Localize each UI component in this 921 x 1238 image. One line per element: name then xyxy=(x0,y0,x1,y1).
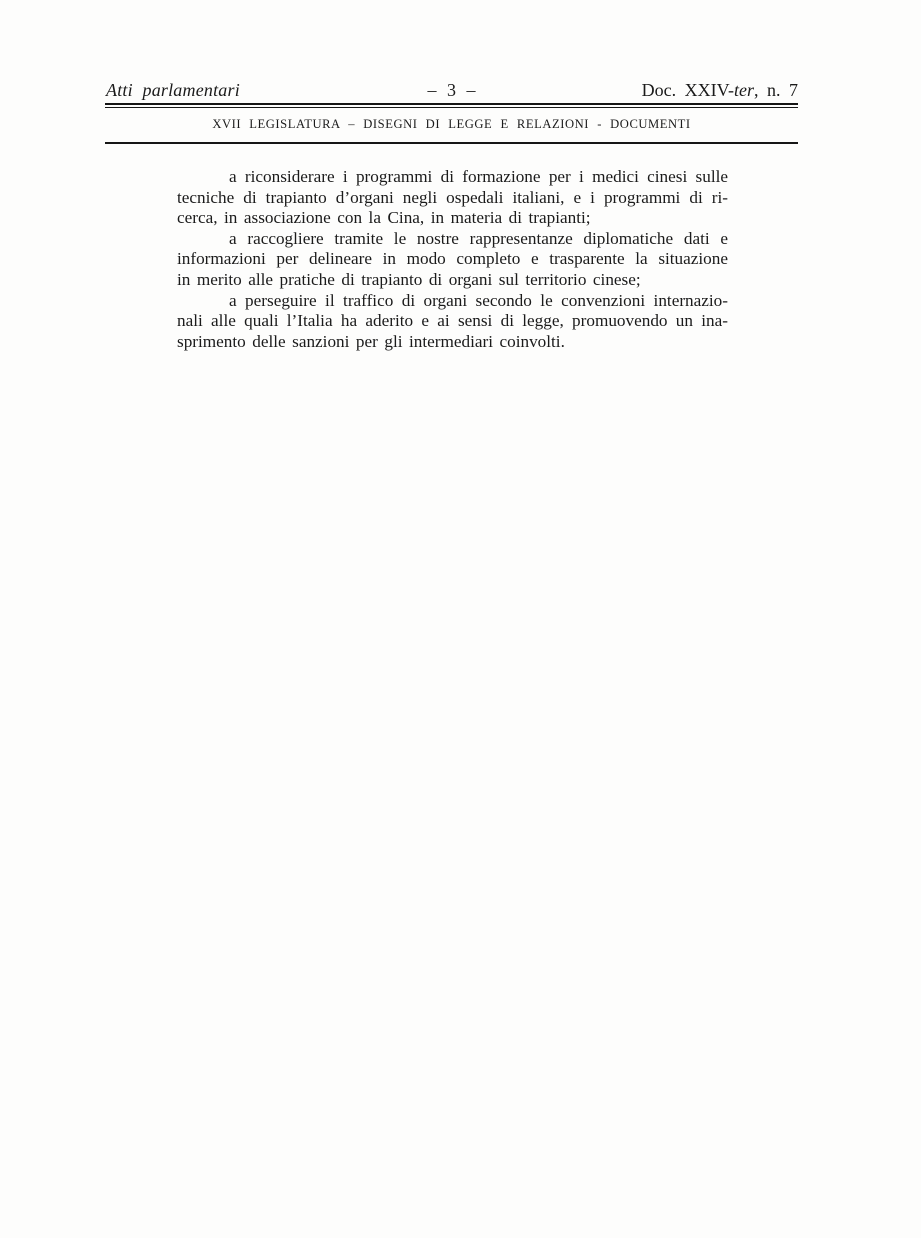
body-line: tecniche di trapianto d’organi negli ospedali italiani, e i programmi di ri- xyxy=(177,187,728,207)
legislature-line: XVII LEGISLATURA – DISEGNI DI LEGGE E RELAZIONI - DOCUMENTI xyxy=(212,117,691,131)
header-double-rule xyxy=(105,103,798,108)
body-line: nali alle quali l’Italia ha aderito e ai sensi di legge, promuovendo un ina- xyxy=(177,311,728,331)
doc-number-suffix: , n. 7 xyxy=(754,80,798,100)
body-line: sprimento delle sanzioni per gli intermediari coinvolti. xyxy=(177,331,565,351)
body-line: a riconsiderare i programmi di formazione per i medici cinesi sulle xyxy=(229,167,728,186)
doc-number-italic: ter xyxy=(734,80,754,100)
body-line: informazioni per delineare in modo completo e trasparente la situazione xyxy=(177,249,728,269)
body-line: a perseguire il traffico di organi secondo le convenzioni internazio- xyxy=(229,290,728,310)
body-line: cerca, in associazione con la Cina, in materia di trapianti; xyxy=(177,208,591,228)
header-doc-number xyxy=(642,80,798,101)
header-single-rule xyxy=(105,142,798,144)
header-left-title: Atti parlamentari xyxy=(106,80,240,100)
page-header xyxy=(105,80,798,102)
document-body xyxy=(177,167,728,352)
body-line: a raccogliere tramite le nostre rappresentanze diplomatiche dati e xyxy=(229,228,728,248)
body-line: in merito alle pratiche di trapianto di organi sul territorio cinese; xyxy=(177,269,641,289)
doc-number-prefix: Doc. XXIV- xyxy=(641,80,734,100)
header-page-number: – 3 – xyxy=(427,80,476,100)
